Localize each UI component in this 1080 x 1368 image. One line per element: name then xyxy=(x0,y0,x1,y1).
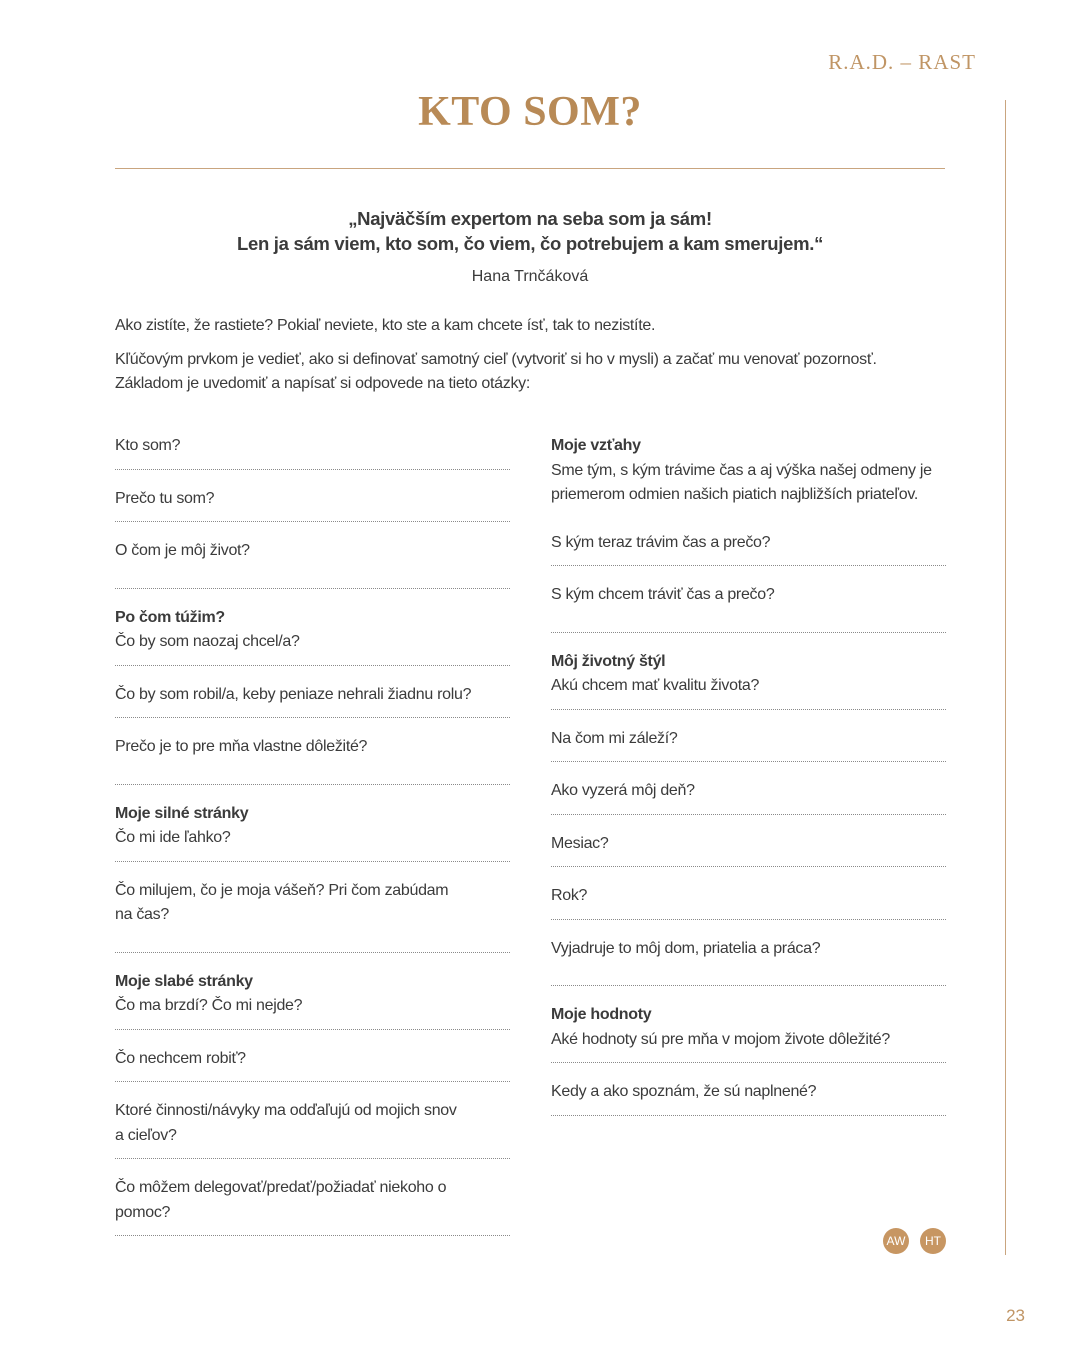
question-text: Mesiac? xyxy=(551,834,609,852)
question-line[interactable] xyxy=(115,683,510,719)
section-heading-weaknesses: Moje slabé stránky xyxy=(115,972,253,990)
right-question-column xyxy=(551,434,946,1133)
question-text: Čo nechcem robiť? xyxy=(115,1049,246,1067)
question-line[interactable] xyxy=(115,735,510,785)
quote-author: Hana Trnčáková xyxy=(471,268,589,285)
question-text: Prečo je to pre mňa vlastne dôležité? xyxy=(115,738,368,755)
section-tag: R.A.D. – RAST xyxy=(828,50,976,74)
question-line[interactable] xyxy=(115,802,510,862)
question-line[interactable] xyxy=(115,1176,510,1236)
question-text: Prečo tu som? xyxy=(115,489,215,507)
author-badge-aw: AW xyxy=(883,1228,909,1254)
author-badges xyxy=(883,1228,946,1254)
question-line[interactable] xyxy=(115,434,510,470)
section-heading-values: Moje hodnoty xyxy=(551,1006,652,1023)
question-line[interactable] xyxy=(115,1047,510,1083)
question-line[interactable] xyxy=(115,606,510,666)
question-text: Čo môžem delegovať/predať/požiadať niekoho o pomoc? xyxy=(115,1179,447,1221)
page-title: KTO SOM? xyxy=(418,89,642,135)
question-text: Vyjadruje to môj dom, priatelia a práca? xyxy=(551,939,821,957)
author-badge-ht: HT xyxy=(920,1228,946,1254)
question-text: Aké hodnoty sú pre mňa v mojom živote dôležité? xyxy=(551,1030,890,1048)
question-line[interactable] xyxy=(115,1099,510,1159)
page-number: 23 xyxy=(1006,1306,1025,1325)
question-text: Čo ma brzdí? Čo mi nejde? xyxy=(115,997,303,1014)
question-text: O čom je môj život? xyxy=(115,542,250,559)
left-question-column xyxy=(115,434,510,1253)
question-line[interactable] xyxy=(115,487,510,523)
quote-line-1: „Najväčším expertom na seba som ja sám! xyxy=(348,208,712,229)
question-line[interactable] xyxy=(115,970,510,1030)
question-text: Čo by som naozaj chcel/a? xyxy=(115,633,300,650)
quote xyxy=(115,206,945,256)
question-text: Akú chcem mať kvalitu života? xyxy=(551,677,760,694)
question-text: Ktoré činnosti/návyky ma odďaľujú od mojich snov a cieľov? xyxy=(115,1102,457,1144)
question-line[interactable] xyxy=(115,539,510,589)
side-rule xyxy=(1005,100,1006,1255)
question-text: Rok? xyxy=(551,887,588,904)
question-text: S kým teraz trávim čas a prečo? xyxy=(551,533,771,551)
question-text: Čo by som robil/a, keby peniaze nehrali žiadnu rolu? xyxy=(115,685,472,703)
quote-line-2: Len ja sám viem, kto som, čo viem, čo potrebujem a kam smerujem.“ xyxy=(236,233,824,254)
question-line[interactable] xyxy=(551,531,946,567)
section-heading-longing: Po čom túžim? xyxy=(115,608,225,626)
question-text: S kým chcem tráviť čas a prečo? xyxy=(551,586,775,603)
question-line[interactable] xyxy=(551,727,946,763)
question-text: Kedy a ako spoznám, že sú naplnené? xyxy=(551,1083,817,1100)
section-heading-strengths: Moje silné stránky xyxy=(115,804,249,822)
question-text: Kto som? xyxy=(115,437,181,454)
question-line[interactable] xyxy=(551,583,946,633)
question-text: Ako vyzerá môj deň? xyxy=(551,782,695,799)
relations-intro xyxy=(551,434,946,518)
question-line[interactable] xyxy=(551,937,946,987)
question-line[interactable] xyxy=(551,1003,946,1063)
intro-paragraph-2: Kľúčovým prvkom je vedieť, ako si definovať samotný cieľ (vytvoriť si ho v mysli) a začať mu venovať pozornosť. Základom je uvedomiť a napísať si odpovede na tieto otázky: xyxy=(115,351,877,392)
section-heading-lifestyle: Môj životný štýl xyxy=(551,652,666,670)
question-line[interactable] xyxy=(551,650,946,710)
relations-text: Sme tým, s kým trávime čas a aj výška našej odmeny je priemerom odmien našich piatich najbližších priateľov. xyxy=(551,461,932,503)
question-text: Čo milujem, čo je moja vášeň? Pri čom zabúdam na čas? xyxy=(115,881,449,923)
intro-paragraph-1: Ako zistíte, že rastiete? Pokiaľ neviete, kto ste a kam chcete ísť, tak to nezistíte. xyxy=(115,317,656,334)
question-line[interactable] xyxy=(551,1080,946,1116)
question-text: Na čom mi záleží? xyxy=(551,729,678,747)
question-line[interactable] xyxy=(551,884,946,920)
title-divider xyxy=(115,168,945,169)
question-line[interactable] xyxy=(551,779,946,815)
section-heading-relations: Moje vzťahy xyxy=(551,437,641,454)
question-line[interactable] xyxy=(115,879,510,953)
question-line[interactable] xyxy=(551,832,946,868)
question-text: Čo mi ide ľahko? xyxy=(115,829,231,846)
